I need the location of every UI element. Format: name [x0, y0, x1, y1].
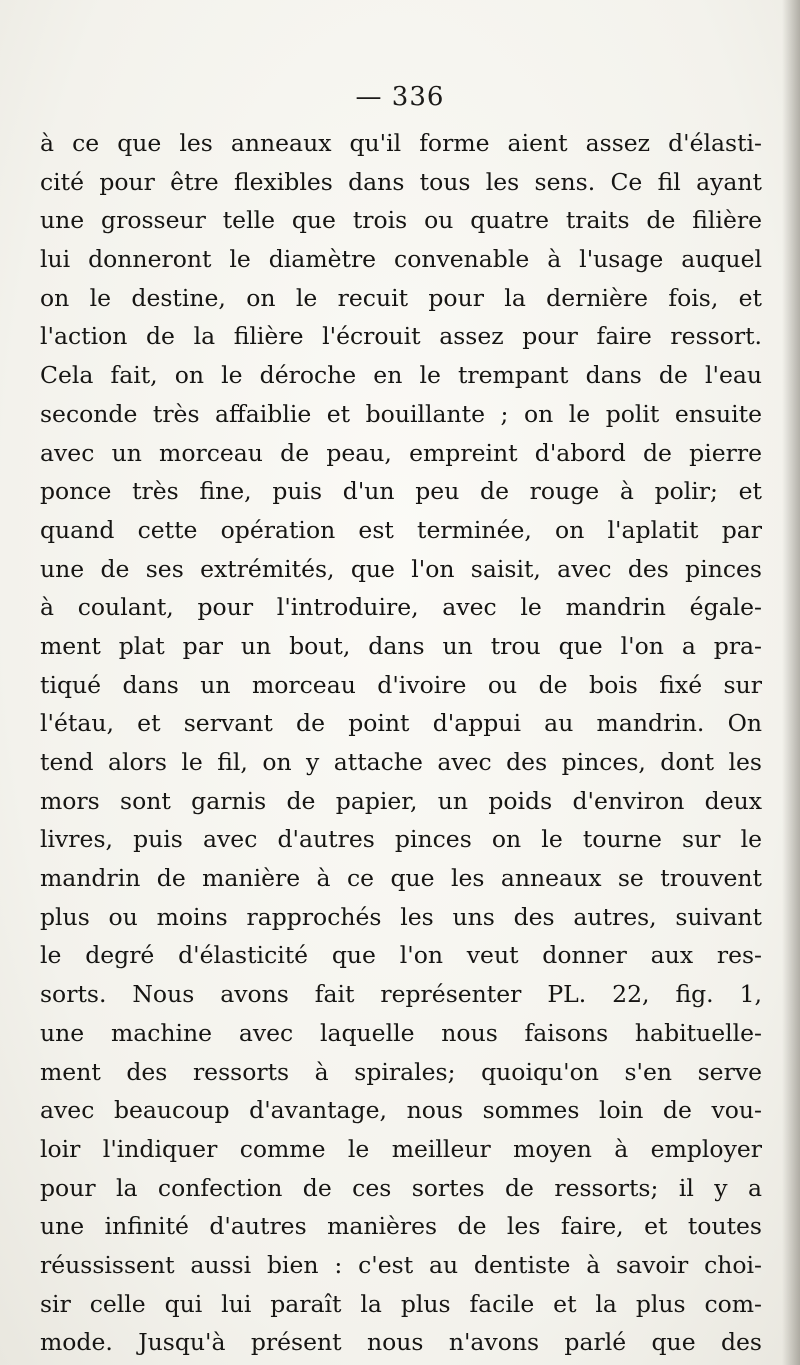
text-line: seconde très affaiblie et bouillante ; on le polit ensuite — [40, 399, 762, 428]
text-line: plus ou moins rapprochés les uns des autres, suivant — [40, 902, 762, 931]
text-line: une grosseur telle que trois ou quatre traits de filière — [40, 206, 762, 235]
text-line: mode. Jusqu'à présent nous n'avons parlé que des — [40, 1328, 762, 1357]
text-line: une de ses extrémités, que l'on saisit, avec des pinces — [40, 554, 762, 583]
text-line: une machine avec laquelle nous faisons habituelle- — [40, 1018, 762, 1047]
text-line: sir celle qui lui paraît la plus facile et la plus com- — [40, 1289, 762, 1318]
text-line: cité pour être flexibles dans tous les sens. Ce fil ayant — [40, 167, 762, 196]
text-line: lui donneront le diamètre convenable à l'usage auquel — [40, 245, 762, 274]
text-line: livres, puis avec d'autres pinces on le tourne sur le — [40, 825, 762, 854]
text-line: à coulant, pour l'introduire, avec le mandrin égale- — [40, 593, 762, 622]
text-line: une infinité d'autres manières de les faire, et toutes — [40, 1212, 762, 1241]
text-line: réussissent aussi bien : c'est au dentiste à savoir choi- — [40, 1250, 762, 1279]
text-line: tiqué dans un morceau d'ivoire ou de bois fixé sur — [40, 670, 762, 699]
page-number: — 336 — [355, 82, 445, 112]
text-line: quand cette opération est terminée, on l'aplatit par — [40, 515, 762, 544]
text-line: Cela fait, on le déroche en le trempant dans de l'eau — [40, 361, 762, 390]
text-line: mors sont garnis de papier, un poids d'environ deux — [40, 786, 762, 815]
body-text — [40, 124, 762, 1362]
text-line: sorts. Nous avons fait représenter PL. 22, fig. 1, — [40, 980, 762, 1009]
text-line: ment plat par un bout, dans un trou que l'on a pra- — [40, 631, 762, 660]
text-line: mandrin de manière à ce que les anneaux se trouvent — [40, 864, 762, 893]
text-line: le degré d'élasticité que l'on veut donner aux res- — [40, 941, 762, 970]
text-line: tend alors le fil, on y attache avec des pinces, dont les — [40, 748, 762, 776]
text-line: ponce très fine, puis d'un peu de rouge à polir; et — [40, 477, 762, 506]
text-line: avec un morceau de peau, empreint d'abord de pierre — [40, 438, 762, 467]
text-line: avec beaucoup d'avantage, nous sommes loin de vou- — [40, 1096, 762, 1125]
text-line: l'action de la filière l'écrouit assez pour faire ressort. — [40, 322, 762, 351]
page-edge-shadow — [782, 0, 800, 1365]
text-line: ment des ressorts à spirales; quoiqu'on s'en serve — [40, 1057, 762, 1086]
text-line: loir l'indiquer comme le meilleur moyen à employer — [40, 1134, 762, 1163]
text-line: à ce que les anneaux qu'il forme aient assez d'élasti- — [40, 129, 762, 157]
text-line: on le destine, on le recuit pour la dernière fois, et — [40, 283, 762, 312]
text-line: pour la confection de ces sortes de ressorts; il y a — [40, 1173, 762, 1202]
text-line: l'étau, et servant de point d'appui au mandrin. On — [40, 709, 762, 738]
